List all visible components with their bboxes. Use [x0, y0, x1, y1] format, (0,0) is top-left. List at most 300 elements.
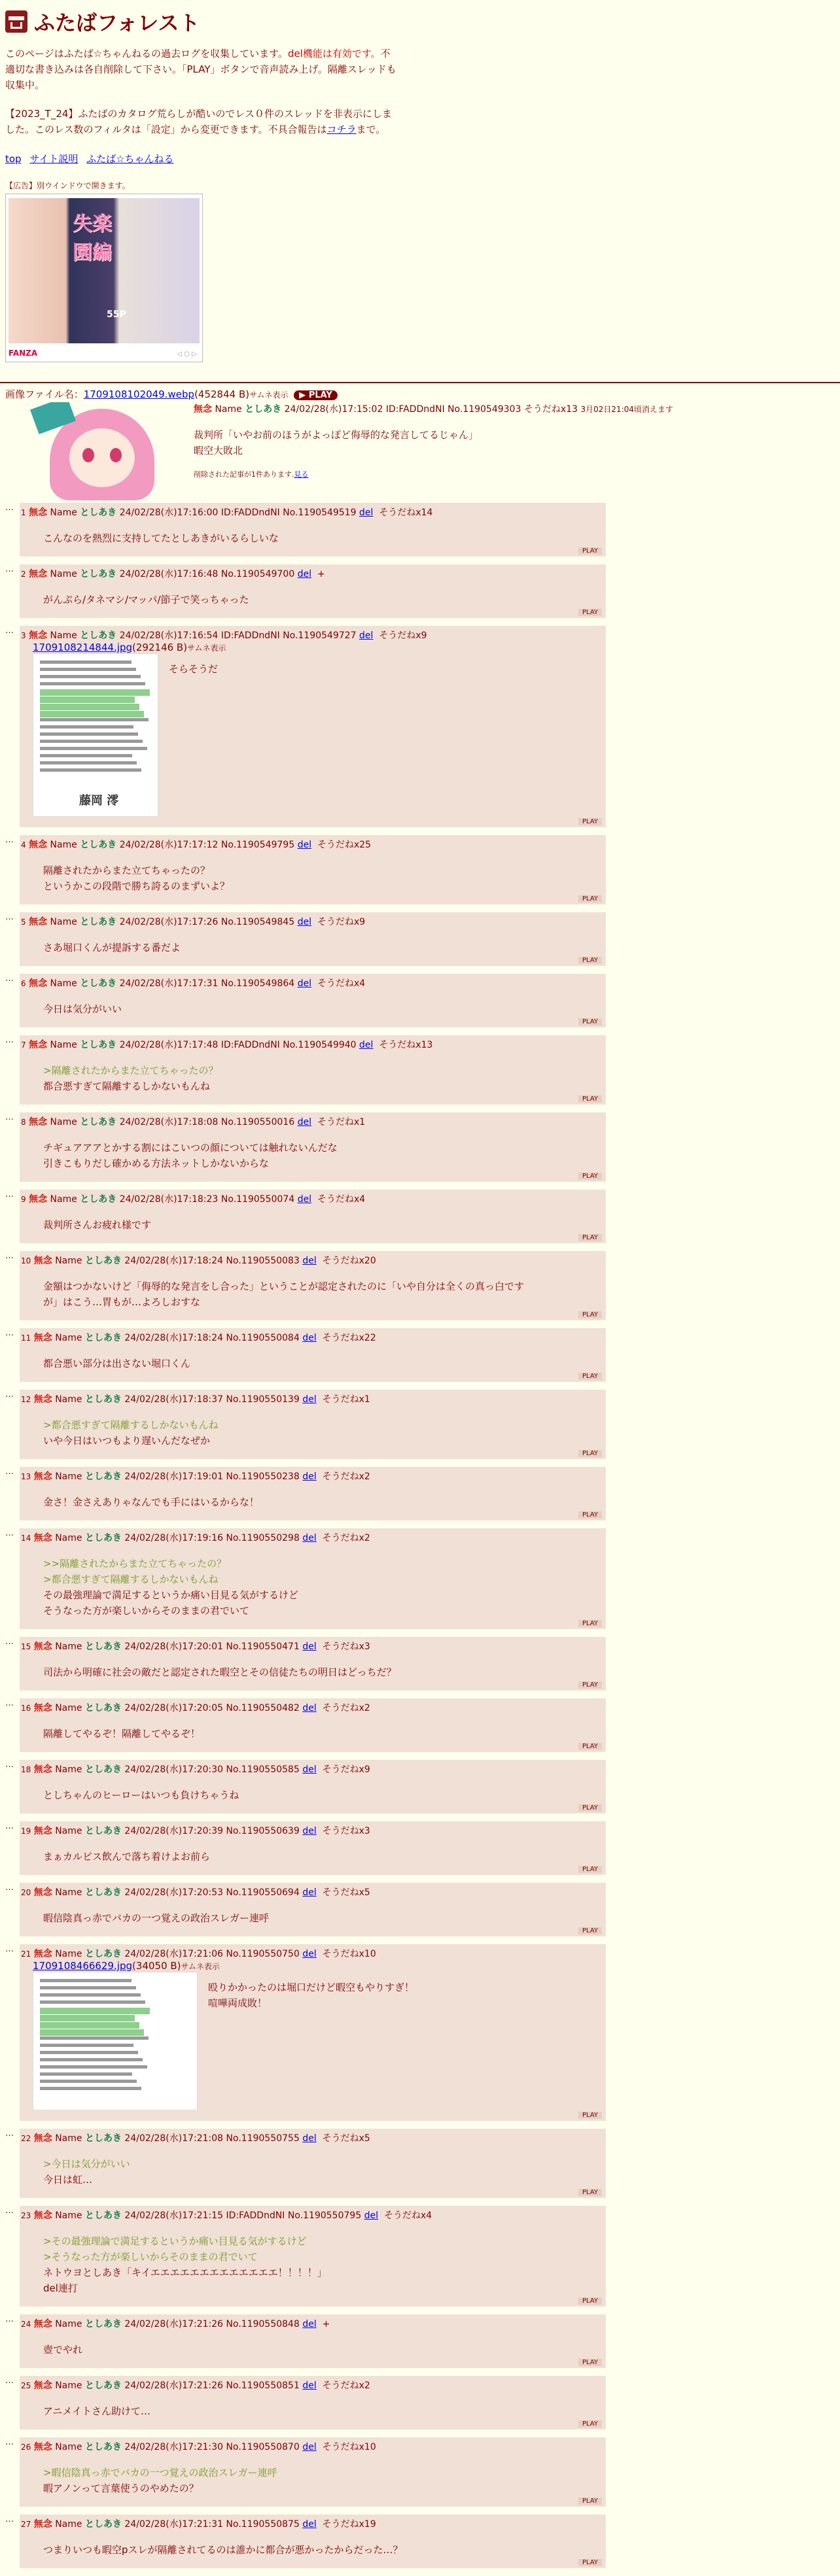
reply-name-label: Name	[55, 1887, 82, 1898]
reply-subject: 無念	[29, 569, 48, 579]
reply-play-button[interactable]	[20, 1371, 606, 1382]
reply-subject: 無念	[29, 840, 48, 850]
reply-text-line: がんぷら/タネマシ/マッパ/節子で笑っちゃった	[43, 594, 249, 606]
reply-post	[20, 2314, 606, 2368]
reply-play-button[interactable]	[20, 2188, 606, 2198]
reply-dots: …	[5, 1760, 14, 1770]
reply-no[interactable]: No.1190550084	[226, 1333, 300, 1343]
reply-number: 6	[21, 979, 26, 988]
reply-dots: …	[5, 1528, 14, 1538]
reply-datetime: 24/02/28(水)17:20:01	[124, 1641, 224, 1652]
reply-del-link[interactable]: del	[359, 1040, 374, 1050]
reply-no[interactable]: No.1190550238	[226, 1471, 300, 1482]
reply-name: としあき	[84, 2442, 122, 2452]
reply-datetime: 24/02/28(水)17:17:26	[119, 917, 219, 927]
reply-play-button[interactable]	[20, 1680, 606, 1691]
reply-no[interactable]: No.1190549700	[220, 569, 295, 579]
reply-file-link[interactable]: 1709108466629.jpg	[33, 1960, 133, 1972]
reply-dots: …	[5, 1467, 14, 1477]
reply-post	[20, 1112, 606, 1182]
reply-text-line: 裁判所さんお疲れ様です	[43, 1219, 152, 1231]
reply-text-line: その最強理論で満足するというか痛い目見る気がするけど	[43, 1589, 299, 1601]
reply-dots: …	[5, 2515, 14, 2524]
reply-name-label: Name	[50, 917, 77, 927]
ad-headline: 失楽園編	[73, 213, 112, 264]
reply-name: としあき	[84, 1333, 122, 1343]
deleted-show-link[interactable]: 見る	[294, 470, 309, 479]
reply-datetime: 24/02/28(水)17:21:31	[124, 2519, 224, 2530]
reply-soudane[interactable]: そうだねx14	[379, 507, 433, 518]
reply-del-link[interactable]: del	[302, 1826, 317, 1836]
reply-dots: …	[5, 1251, 14, 1261]
reply-del-link[interactable]: del	[297, 978, 312, 989]
reply-id: ID:FADDndNI	[226, 2210, 285, 2221]
reply-datetime: 24/02/28(水)17:19:16	[124, 1533, 224, 1543]
reply-dots: …	[5, 2129, 14, 2138]
reply-del-link[interactable]: del	[297, 1194, 312, 1205]
op-play-button[interactable]: ▶ PLAY	[294, 390, 338, 400]
reply-soudane[interactable]: そうだねx2	[322, 1471, 370, 1482]
reply-play-label: PLAY	[578, 1804, 602, 1812]
reply-dots: …	[5, 564, 14, 574]
reply-del-link[interactable]: del	[297, 569, 312, 579]
op-body	[194, 402, 673, 500]
reply-del-link[interactable]: del	[302, 1333, 317, 1343]
reply-no[interactable]: No.1190549727	[283, 630, 357, 641]
reply-row	[5, 1467, 836, 1520]
reply-subject: 無念	[29, 978, 48, 989]
op-file-link[interactable]: 1709108102049.webp	[83, 388, 195, 400]
reply-text-line: >>隔離されたからまた立てちゃったの？	[43, 1558, 227, 1570]
reply-row	[5, 1883, 836, 1936]
reply-play-button[interactable]	[20, 2110, 606, 2121]
reply-post	[20, 1467, 606, 1520]
reply-meta	[20, 1947, 606, 1960]
divider	[0, 382, 840, 383]
reply-post	[20, 1637, 606, 1691]
reply-play-label: PLAY	[578, 1373, 602, 1380]
site-logo-icon[interactable]	[5, 10, 27, 33]
reply-no[interactable]: No.1190550139	[226, 1394, 300, 1405]
op-name: としあき	[245, 404, 282, 415]
reply-text	[20, 1653, 606, 1680]
reply-name-label: Name	[50, 978, 77, 989]
notice-report-link[interactable]: コチラ	[326, 124, 357, 135]
site-description-link[interactable]: サイト説明	[29, 153, 79, 165]
reply-soudane[interactable]: そうだねx20	[322, 1256, 376, 1266]
reply-del-link[interactable]: del	[364, 2210, 379, 2221]
reply-play-label: PLAY	[578, 2498, 602, 2505]
reply-dots: …	[5, 2314, 14, 2324]
reply-no[interactable]: No.1190550016	[220, 1117, 295, 1127]
reply-del-link[interactable]: del	[302, 1887, 317, 1898]
reply-del-link[interactable]: del	[302, 1949, 317, 1959]
ad-image[interactable]	[9, 198, 200, 343]
reply-play-label: PLAY	[578, 1866, 602, 1873]
reply-del-link[interactable]: del	[302, 1533, 317, 1543]
reply-name-label: Name	[50, 1117, 77, 1127]
reply-del-link[interactable]: del	[302, 2133, 317, 2144]
reply-number: 4	[21, 840, 26, 850]
reply-thumbnail[interactable]	[33, 1972, 198, 2110]
reply-row	[5, 2376, 836, 2430]
reply-del-link[interactable]: del	[297, 1117, 312, 1127]
reply-meta	[20, 1192, 606, 1205]
reply-soudane[interactable]: +	[317, 569, 325, 579]
reply-play-button[interactable]	[20, 817, 606, 827]
reply-text-line: >今日は気分がいい	[43, 2158, 130, 2170]
reply-no[interactable]: No.1190550795	[287, 2210, 362, 2221]
reply-text-line: 都合悪い部分は出さない堀口くん	[43, 1358, 191, 1369]
reply-play-button[interactable]	[20, 2296, 606, 2307]
op-text-line: 裁判所「いやお前のほうがよっぽど侮辱的な発言してるじゃん」	[194, 429, 479, 441]
op-post	[5, 402, 836, 500]
reply-no[interactable]: No.1190550848	[226, 2319, 300, 2329]
reply-file-line	[20, 642, 606, 653]
reply-meta	[20, 2317, 606, 2330]
reply-post	[20, 1328, 606, 1382]
reply-name: としあき	[84, 1887, 122, 1898]
intro-rest: 不適切な書き込みは各自削除して下さい。「PLAY」ボタンで音声読み上げ。隔離スレッドも収集中。	[5, 48, 396, 91]
reply-subject: 無念	[33, 2319, 52, 2329]
reply-datetime: 24/02/28(水)17:19:01	[124, 1471, 224, 1482]
reply-no[interactable]: No.1190550870	[226, 2442, 300, 2452]
reply-del-link[interactable]: del	[297, 840, 312, 850]
reply-name-label: Name	[55, 2380, 82, 2391]
reply-play-button[interactable]	[20, 1233, 606, 1243]
reply-soudane[interactable]: そうだねx4	[317, 1194, 366, 1205]
reply-text	[20, 2530, 606, 2558]
reply-text-line: 暇信陰真っ赤でバカの一つ覚えの政治スレガー連呼	[43, 1912, 270, 1924]
reply-text-line: アニメイトさん助けて…	[43, 2405, 150, 2417]
reply-datetime: 24/02/28(水)17:20:30	[124, 1764, 224, 1775]
reply-play-label: PLAY	[578, 2420, 602, 2428]
reply-soudane[interactable]: そうだねx2	[322, 1703, 370, 1713]
reply-thumbnail[interactable]	[33, 653, 158, 817]
reply-del-link[interactable]: del	[302, 2442, 317, 2452]
reply-subject: 無念	[33, 1764, 52, 1775]
reply-soudane[interactable]: そうだねx9	[317, 917, 366, 927]
reply-meta	[20, 2208, 606, 2222]
reply-datetime: 24/02/28(水)17:17:12	[119, 840, 219, 850]
reply-subject: 無念	[33, 1949, 52, 1959]
reply-text-line: 喧嘩両成敗！	[208, 1997, 268, 2009]
reply-text	[20, 519, 606, 546]
reply-dots: …	[5, 2376, 14, 2386]
reply-text-line: 司法から明確に社会の敵だと認定された暇空とその信徒たちの明日はどっちだ？	[43, 1666, 396, 1678]
reply-datetime: 24/02/28(水)17:20:39	[124, 1826, 224, 1836]
reply-number: 23	[21, 2211, 31, 2220]
reply-text	[20, 1837, 606, 1864]
ad-pager-dots-icon[interactable]: ◁ ○ ▷	[177, 351, 197, 358]
reply-soudane[interactable]: そうだねx2	[322, 1533, 370, 1543]
op-id: ID:FADDndNI	[385, 404, 445, 415]
op-thumb-toggle[interactable]: サムネ表示	[249, 390, 289, 400]
reply-name-label: Name	[55, 2442, 82, 2452]
reply-play-button[interactable]	[20, 2496, 606, 2507]
reply-meta	[20, 2379, 606, 2392]
reply-no[interactable]: No.1190550750	[226, 1949, 300, 1959]
reply-del-link[interactable]: del	[302, 1256, 317, 1266]
reply-text-line: >その最強理論で満足するというか痛い目見る気がするけど	[43, 2235, 307, 2247]
reply-datetime: 24/02/28(水)17:20:05	[124, 1703, 224, 1713]
reply-soudane[interactable]: そうだねx3	[322, 1826, 370, 1836]
reply-play-button[interactable]	[20, 955, 606, 966]
reply-play-label: PLAY	[578, 895, 602, 902]
reply-play-button[interactable]	[20, 1094, 606, 1105]
reply-soudane[interactable]: そうだねx4	[383, 2210, 432, 2221]
op-no[interactable]: No.1190549303	[447, 404, 521, 415]
reply-number: 16	[21, 1704, 31, 1713]
reply-meta	[20, 915, 606, 928]
reply-text-line: つまりいつも暇空pスレが隔離されてるのは誰かに都合が悪かったからだった…？	[43, 2544, 403, 2556]
reply-no[interactable]: No.1190549864	[220, 978, 295, 989]
reply-subject: 無念	[33, 1333, 52, 1343]
top-link[interactable]: top	[5, 153, 22, 165]
reply-play-button[interactable]	[20, 546, 606, 557]
reply-del-link[interactable]: del	[302, 1471, 317, 1482]
reply-no[interactable]: No.1190550639	[226, 1826, 300, 1836]
op-soudane[interactable]: そうだねx13	[523, 404, 578, 415]
reply-no[interactable]: No.1190550755	[226, 2133, 300, 2144]
reply-meta	[20, 1038, 606, 1051]
reply-meta	[20, 1469, 606, 1483]
reply-no[interactable]: No.1190550083	[226, 1256, 300, 1266]
reply-play-button[interactable]	[20, 1510, 606, 1520]
reply-text	[20, 1205, 606, 1233]
reply-no[interactable]: No.1190550482	[226, 1703, 300, 1713]
reply-post	[20, 1190, 606, 1243]
reply-subject: 無念	[33, 1826, 52, 1836]
reply-no[interactable]: No.1190549519	[283, 507, 357, 518]
reply-no[interactable]: No.1190549940	[283, 1040, 357, 1050]
reply-number: 7	[21, 1040, 26, 1050]
reply-play-button[interactable]	[20, 608, 606, 618]
reply-del-link[interactable]: del	[359, 507, 374, 518]
reply-soudane[interactable]: そうだねx1	[317, 1117, 366, 1127]
reply-post	[20, 1944, 606, 2121]
reply-post	[20, 1760, 606, 1813]
reply-play-label: PLAY	[578, 957, 602, 964]
reply-soudane[interactable]: そうだねx3	[322, 1641, 370, 1652]
reply-del-link[interactable]: del	[359, 630, 374, 641]
reply-play-button[interactable]	[20, 1017, 606, 1027]
reply-play-label: PLAY	[578, 1018, 602, 1025]
reply-name: としあき	[84, 1641, 122, 1652]
ad-page-count: 55P	[107, 309, 126, 320]
reply-name-label: Name	[55, 1764, 82, 1775]
reply-text-line: 今日は気分がいい	[43, 1003, 122, 1015]
reply-number: 1	[21, 508, 26, 517]
reply-file-link[interactable]: 1709108214844.jpg	[33, 642, 133, 653]
reply-subject: 無念	[33, 2519, 52, 2530]
reply-soudane[interactable]: そうだねx9	[322, 1764, 370, 1775]
reply-text-line: 引きこもりだし確かめる方法ネットしかないからな	[43, 1158, 270, 1169]
reply-no[interactable]: No.1190549845	[220, 917, 295, 927]
reply-dots: …	[5, 2437, 14, 2447]
op-name-label: Name	[215, 404, 242, 415]
reply-soudane[interactable]: そうだねx2	[322, 2380, 370, 2391]
reply-text-line: 都合悪すぎて隔離するしかないもんね	[43, 1080, 211, 1092]
thumb-signature: 藤岡 澪	[79, 794, 119, 808]
reply-del-link[interactable]: del	[302, 1764, 317, 1775]
reply-name-label: Name	[55, 1641, 82, 1652]
reply-meta	[20, 2131, 606, 2144]
reply-play-button[interactable]	[20, 2358, 606, 2368]
reply-datetime: 24/02/28(水)17:16:00	[119, 507, 219, 518]
reply-number: 26	[21, 2443, 31, 2452]
reply-datetime: 24/02/28(水)17:18:24	[124, 1333, 224, 1343]
reply-soudane[interactable]: そうだねx5	[322, 1887, 370, 1898]
reply-play-button[interactable]	[20, 1619, 606, 1629]
logo-row	[5, 7, 835, 37]
reply-dots: …	[5, 626, 14, 636]
reply-no[interactable]: No.1190550471	[226, 1641, 300, 1652]
reply-soudane[interactable]: そうだねx10	[322, 1949, 376, 1959]
reply-number: 22	[21, 2134, 31, 2143]
reply-soudane[interactable]: そうだねx25	[317, 840, 372, 850]
reply-datetime: 24/02/28(水)17:18:08	[119, 1117, 219, 1127]
reply-text	[169, 653, 218, 817]
reply-subject: 無念	[29, 630, 48, 641]
reply-row	[5, 2129, 836, 2198]
reply-play-label: PLAY	[578, 818, 602, 825]
reply-soudane[interactable]: そうだねx13	[379, 1040, 433, 1050]
reply-soudane[interactable]: そうだねx10	[322, 2442, 376, 2452]
reply-text	[208, 1972, 414, 2110]
reply-dots: …	[5, 1821, 14, 1831]
reply-no[interactable]: No.1190549795	[220, 840, 295, 850]
reply-no[interactable]: No.1190550694	[226, 1887, 300, 1898]
reply-thumb-toggle[interactable]: サムネ表示	[181, 1962, 220, 1971]
reply-play-button[interactable]	[20, 1449, 606, 1459]
reply-no[interactable]: No.1190550875	[226, 2519, 300, 2530]
reply-name-label: Name	[50, 507, 77, 518]
reply-soudane[interactable]: そうだねx22	[322, 1333, 376, 1343]
reply-post	[20, 2437, 606, 2507]
reply-del-link[interactable]: del	[302, 1641, 317, 1652]
reply-soudane[interactable]: そうだねx1	[322, 1394, 370, 1405]
reply-soudane[interactable]: そうだねx19	[322, 2519, 376, 2530]
reply-name-label: Name	[55, 1949, 82, 1959]
reply-row	[5, 835, 836, 904]
reply-play-button[interactable]	[20, 1803, 606, 1813]
reply-text-line: というかこの段階で勝ち誇るのまずいよ？	[43, 880, 230, 892]
reply-file-size: (292146 B)	[132, 642, 188, 653]
reply-image-block	[20, 1972, 606, 2110]
reply-text	[20, 851, 606, 894]
reply-subject: 無念	[33, 1256, 52, 1266]
reply-soudane[interactable]: +	[322, 2319, 330, 2329]
reply-text	[20, 2330, 606, 2358]
reply-dots: …	[5, 1698, 14, 1708]
reply-file-size: (34050 B)	[132, 1960, 181, 1972]
reply-name-label: Name	[50, 840, 77, 850]
reply-play-button[interactable]	[20, 1864, 606, 1875]
op-thumbnail[interactable]	[24, 402, 187, 500]
reply-play-button[interactable]	[20, 1310, 606, 1320]
reply-name-label: Name	[55, 1533, 82, 1543]
reply-name: としあき	[84, 1394, 122, 1405]
reply-no[interactable]: No.1190550074	[220, 1194, 295, 1205]
reply-del-link[interactable]: del	[302, 2380, 317, 2391]
op-datetime: 24/02/28(水)17:15:02	[284, 404, 383, 415]
reply-play-button[interactable]	[20, 1171, 606, 1182]
reply-del-link[interactable]: del	[297, 917, 312, 927]
reply-text-line: >そうなった方が楽しいからそのままの君でいて	[43, 2251, 258, 2263]
reply-dots: …	[5, 1944, 14, 1954]
reply-row	[5, 2206, 836, 2307]
reply-soudane[interactable]: そうだねx9	[379, 630, 427, 641]
reply-name-label: Name	[55, 1256, 82, 1266]
reply-del-link[interactable]: del	[302, 1394, 317, 1405]
reply-meta	[20, 838, 606, 851]
reply-no[interactable]: No.1190550851	[226, 2380, 300, 2391]
top-links	[5, 152, 835, 165]
reply-no[interactable]: No.1190550585	[226, 1764, 300, 1775]
reply-meta	[20, 567, 606, 580]
reply-row	[5, 974, 836, 1027]
reply-meta	[20, 1640, 606, 1653]
reply-play-button[interactable]	[20, 1926, 606, 1936]
reply-post	[20, 626, 606, 827]
reply-del-link[interactable]: del	[302, 2519, 317, 2530]
reply-play-button[interactable]	[20, 2419, 606, 2430]
reply-text-line: 殴りかかったのは堀口だけど暇空もやりすぎ！	[208, 1982, 415, 1993]
reply-datetime: 24/02/28(水)17:18:24	[124, 1256, 224, 1266]
op-meta	[194, 402, 673, 415]
reply-number: 12	[21, 1395, 31, 1404]
reply-name-label: Name	[55, 2210, 82, 2221]
reply-text	[20, 1483, 606, 1510]
reply-name-label: Name	[55, 1333, 82, 1343]
reply-text	[20, 1714, 606, 1742]
reply-del-link[interactable]: del	[302, 1703, 317, 1713]
reply-text-line: 今日は虹…	[43, 2174, 93, 2186]
reply-soudane[interactable]: そうだねx5	[322, 2133, 370, 2144]
reply-name: としあき	[80, 840, 117, 850]
reply-name-label: Name	[55, 2319, 82, 2329]
reply-name: としあき	[80, 978, 117, 989]
reply-subject: 無念	[33, 1703, 52, 1713]
reply-text	[20, 1128, 606, 1171]
reply-text	[20, 1544, 606, 1619]
futaba-link[interactable]: ふたば☆ちゃんねる	[86, 153, 174, 165]
reply-soudane[interactable]: そうだねx4	[317, 978, 366, 989]
reply-del-link[interactable]: del	[302, 2319, 317, 2329]
reply-play-label: PLAY	[578, 1234, 602, 1241]
reply-row	[5, 2314, 836, 2368]
reply-number: 8	[21, 1118, 26, 1127]
ad-banner[interactable]	[5, 194, 203, 362]
reply-number: 14	[21, 1534, 31, 1543]
reply-meta	[20, 976, 606, 989]
reply-name-label: Name	[55, 1826, 82, 1836]
reply-post	[20, 2206, 606, 2307]
reply-datetime: 24/02/28(水)17:21:26	[124, 2319, 224, 2329]
reply-name: としあき	[84, 2380, 122, 2391]
reply-name: としあき	[84, 2319, 122, 2329]
reply-play-button[interactable]	[20, 1742, 606, 1752]
reply-play-button[interactable]	[20, 2558, 606, 2568]
reply-name: としあき	[84, 1949, 122, 1959]
reply-play-label: PLAY	[578, 1620, 602, 1627]
reply-play-button[interactable]	[20, 894, 606, 904]
reply-thumb-toggle[interactable]: サムネ表示	[187, 644, 226, 653]
reply-text-line: 暇アノンって言葉使うのやめたの？	[43, 2482, 199, 2494]
reply-name-label: Name	[55, 1703, 82, 1713]
reply-no[interactable]: No.1190550298	[226, 1533, 300, 1543]
